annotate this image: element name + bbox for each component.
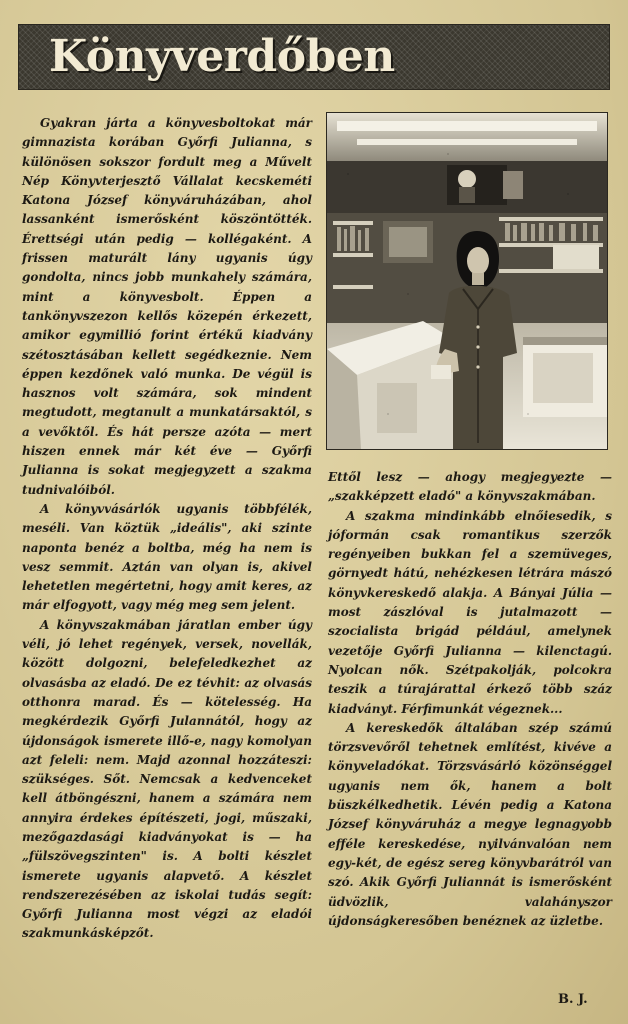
paragraph-6: A kereskedők általában szép számú törzsvevőről tehetnek említést, kivéve a könyveladókat. Törzsvásárló közönséggel ugyanis nem ők, hanem a bolt büszkélkedhetik. Lévén pedig a Katona József könyváruház a megye legnagyobb efféle kereskedése, nyilvánvalóan nem egy-két, de egész sereg könyvbarátról van szó. Akik Győrfi Juliannát is ismerősként üdvözlik, valahányszor újdonságkeresőben benéznek az üzletbe. [328, 720, 612, 928]
article-left-column [22, 114, 312, 944]
article-right-column [328, 468, 612, 931]
paragraph-1: Gyakran járta a könyvesboltokat már gimnazista korában Győrfi Julianna, s különösen sokszor fordult meg a Művelt Nép Könyvterjesztő Vállalat kecskeméti Katona József könyváruházában, ahol lassanként ismerősként köszöntötték. Érettségi után pedig — kollégaként. A frissen maturált lány ugyanis úgy gondolta, nincs jobb munkahely számára, mint a könyvesbolt. Éppen a tankönyvszezon kellős közepén érkezett, amikor egymillió forint értékű kiadvány szétosztásában kellett segédkeznie. Nem éppen kezdőnek való munka. De végül is hasznos volt számára, sok mindent megtudott, megtanult a munkatársaktól, s a vevőktől. És hát persze azóta — mert hiszen ennek már két éve — Győrfi Julianna is sokat megjegyzett a szakma tudnivalóiból. [22, 116, 312, 497]
bookstore-photo [326, 112, 608, 450]
paragraph-2: A könyvvásárlók ugyanis többfélék, meséli. Van köztük „ideális", aki szinte naponta benéz a boltba, még ha nem is vesz semmit. Aztán van olyan is, akivel lehetetlen megértetni, hogy amit keres, az már elfogyott, vagy még meg sem jelent. [22, 501, 312, 613]
author-signature: B. J. [558, 992, 588, 1007]
bookstore-photo-image [327, 113, 607, 449]
paragraph-3: A könyvszakmában járatlan ember úgy véli, jó lehet regények, versek, novellák, között dolgozni, belefeledkezhet az olvasásba az eladó. De ez tévhit: az olvasás otthonra marad. És — kötelesség. Ha megkérdezik Győrfi Julannától, hogy az újdonságok ismerete illő-e, nagy komolyan azt feleli: nem. Majd azonnal hozzáteszi: szükséges. Sőt. Nemcsak a kedvenceket kell átböngészni, hanem a számára nem annyira érdekes építészeti, jogi, műszaki, mezőgazdasági kiadványokat is — ha „fülszövegszinten" is. A bolti készlet ismerete ugyanis alapvető. A készlet rendszerezésében az iskolai tudás segít: Győrfi Julianna most végzi az eladói szakmunkásképzőt. [22, 617, 312, 941]
paragraph-4: Ettől lesz — ahogy megjegyezte — „szakképzett eladó" a könyvszakmában. [328, 470, 612, 504]
paragraph-5: A szakma mindinkább elnőiesedik, s jóformán csak romantikus szerzők regényeiben bukkan fel a szemüveges, görnyedt hátú, nehézkesen létrára mászó könyvkereskedő alakja. A Bányai Júlia — most zászlóval is jutalmazott — szocialista brigád például, amelynek vezetője Győrfi Julianna — kilenctagú. Nyolcan nők. Szétpakolják, polcokra teszik a túrajárattal érkező több száz kiadványt. Férfimunkát végeznek... [328, 508, 612, 716]
headline-title: Könyverdőben [49, 31, 395, 82]
headline-banner [18, 24, 610, 90]
